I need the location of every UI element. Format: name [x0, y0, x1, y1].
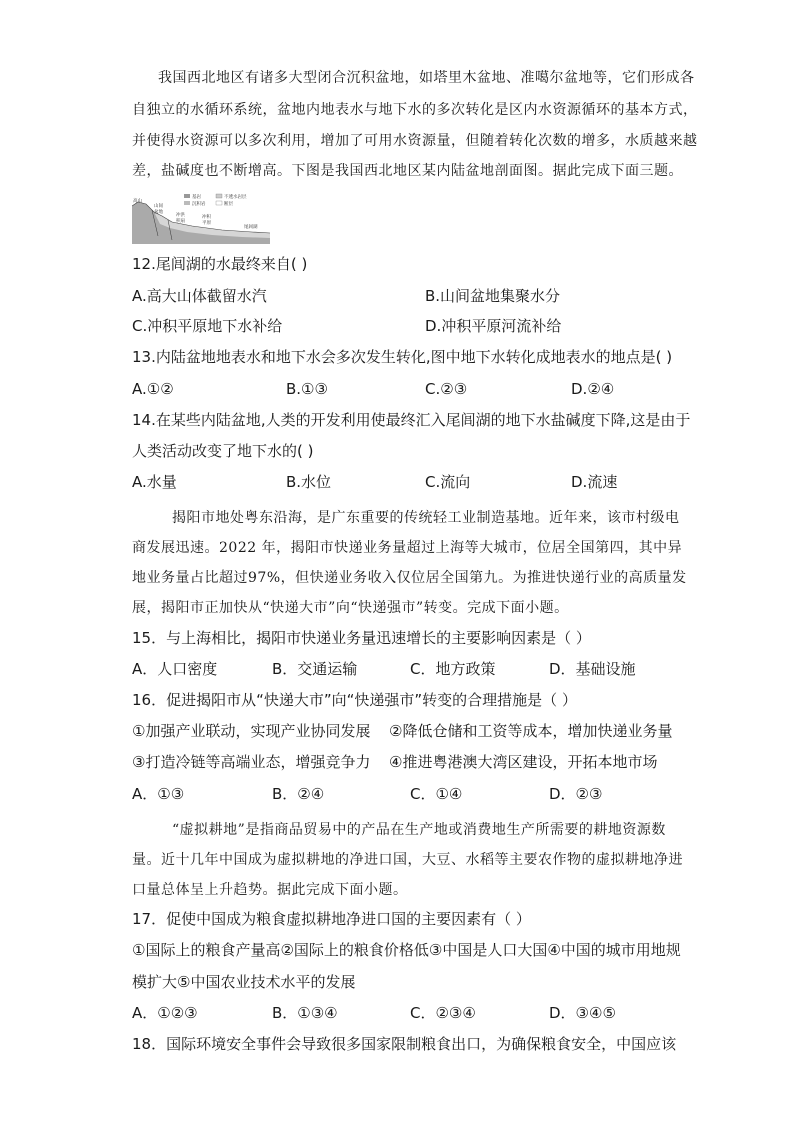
passage3-line-2: 量。近十几年中国成为虚拟耕地的净进口国，大豆、水稻等主要农作物的虚拟耕地净进	[132, 852, 683, 868]
q13-option-c[interactable]: C.②③	[425, 380, 468, 398]
passage2-line-3: 地业务量占比超过97%，但快递业务收入仅位居全国第九。为推进快递行业的高质量发	[132, 570, 687, 586]
legend-swatch-bedrock	[184, 194, 190, 198]
label-alluvial-fan-2: 积扇	[176, 219, 185, 224]
label-terminal-lake: 尾闾湖	[244, 225, 258, 230]
q16-item-4: ④推进粤港澳大湾区建设，开拓本地市场	[389, 753, 658, 771]
q15-option-a[interactable]: A．人口密度	[132, 660, 218, 678]
q13-option-b[interactable]: B.①③	[286, 380, 328, 398]
q12-option-c[interactable]: C.冲积平原地下水补给	[132, 317, 283, 335]
q14-option-b[interactable]: B.水位	[286, 473, 332, 491]
legend-label-bedrock: 基岩	[192, 195, 201, 200]
passage2-line-2: 商发展迅速。2022 年，揭阳市快递业务量超过上海等大城市，位居全国第四，其中异	[132, 540, 683, 556]
q12-option-d[interactable]: D.冲积平原河流补给	[425, 317, 562, 335]
q14-stem-line-1: 14.在某些内陆盆地,人类的开发利用使最终汇入尾闾湖的地下水盐碱度下降,这是由于	[132, 411, 691, 429]
passage2-line-4: 展，揭阳市正加快从“快递大市”向“快递强市”转变。完成下面小题。	[132, 600, 569, 616]
q17-option-c[interactable]: C．②③④	[410, 1004, 476, 1022]
q17-items-line-1: ①国际上的粮食产量高②国际上的粮食价格低③中国是人口大国④中国的城市用地规	[132, 941, 681, 959]
basin-profile-svg	[132, 192, 270, 244]
q12-option-b[interactable]: B.山间盆地集聚水分	[425, 287, 561, 305]
q17-option-d[interactable]: D．③④⑤	[549, 1004, 616, 1022]
basin-cross-section-figure	[132, 192, 270, 244]
passage1-line-1: 我国西北地区有诸多大型闭合沉积盆地，如塔里木盆地、准噶尔盆地等，它们形成各	[158, 70, 695, 86]
q17-stem: 17．促使中国成为粮食虚拟耕地净进口国的主要因素有（ ）	[132, 910, 531, 928]
q16-option-c[interactable]: C．①④	[410, 785, 463, 803]
passage1-line-2: 自独立的水循环系统，盆地内地表水与地下水的多次转化是区内水资源循环的基本方式，	[132, 102, 698, 118]
label-alluvial-plain-2: 平原	[202, 221, 211, 226]
q14-stem-line-2: 人类活动改变了地下水的( )	[132, 442, 314, 460]
q13-stem: 13.内陆盆地地表水和地下水会多次发生转化,图中地下水转化成地表水的地点是( )	[132, 348, 673, 366]
q16-option-d[interactable]: D．②③	[549, 785, 603, 803]
legend-label-impermeable: 不透水岩层	[224, 195, 247, 200]
q13-option-a[interactable]: A.①②	[132, 380, 174, 398]
legend-label-sedimentary: 沉积岩	[192, 202, 206, 207]
q14-option-c[interactable]: C.流向	[425, 473, 471, 491]
q18-stem: 18．国际环境安全事件会导致很多国家限制粮食出口，为确保粮食安全，中国应该	[132, 1035, 677, 1053]
passage3-line-1: “虚拟耕地”是指商品贸易中的产品在生产地或消费地生产所需要的耕地资源数	[172, 822, 666, 838]
label-basin: 盆地	[154, 210, 163, 215]
label-alluvial-plain-1: 冲积	[202, 215, 211, 220]
q17-items-line-2: 模扩大⑤中国农业技术水平的发展	[132, 973, 356, 991]
label-high-mountain: 高山	[133, 199, 142, 204]
legend-label-fault: 断层	[224, 202, 233, 207]
passage1-line-3: 并使得水资源可以多次利用，增加了可用水资源量，但随着转化次数的增多，水质越来越	[132, 133, 698, 149]
q16-item-3: ③打造冷链等高端业态，增强竞争力	[132, 753, 371, 771]
q16-item-2: ②降低仓储和工资等成本，增加快递业务量	[389, 722, 673, 740]
passage1-line-4: 差，盐碱度也不断增高。下图是我国西北地区某内陆盆地剖面图。据此完成下面三题。	[132, 163, 683, 179]
q13-option-d[interactable]: D.②④	[571, 380, 615, 398]
legend-swatch-fault	[216, 201, 222, 205]
legend-swatch-impermeable	[216, 194, 222, 198]
q12-option-a[interactable]: A.高大山体截留水汽	[132, 287, 267, 305]
label-intermountain: 山间	[154, 204, 163, 209]
passage3-line-3: 口量总体呈上升趋势。据此完成下面小题。	[132, 882, 408, 898]
q12-stem: 12.尾闾湖的水最终来自( )	[132, 255, 308, 273]
q16-stem: 16．促进揭阳市从“快递大市”向“快递强市”转变的合理措施是（ ）	[132, 691, 577, 709]
legend-swatch-sedimentary	[184, 201, 190, 205]
q17-option-a[interactable]: A．①②③	[132, 1004, 198, 1022]
q15-stem: 15．与上海相比，揭阳市快递业务量迅速增长的主要影响因素是（ ）	[132, 629, 591, 647]
q14-option-a[interactable]: A.水量	[132, 473, 177, 491]
q16-option-a[interactable]: A．①③	[132, 785, 185, 803]
q16-item-1: ①加强产业联动，实现产业协同发展	[132, 722, 371, 740]
label-alluvial-fan-1: 冲洪	[176, 213, 185, 218]
q15-option-b[interactable]: B．交通运输	[272, 660, 358, 678]
passage2-line-1: 揭阳市地处粤东沿海，是广东重要的传统轻工业制造基地。近年来，该市村级电	[172, 510, 680, 526]
q16-option-b[interactable]: B．②④	[272, 785, 325, 803]
q15-option-d[interactable]: D．基础设施	[549, 660, 636, 678]
q15-option-c[interactable]: C．地方政策	[410, 660, 496, 678]
q14-option-d[interactable]: D.流速	[571, 473, 618, 491]
q17-option-b[interactable]: B．①③④	[272, 1004, 338, 1022]
